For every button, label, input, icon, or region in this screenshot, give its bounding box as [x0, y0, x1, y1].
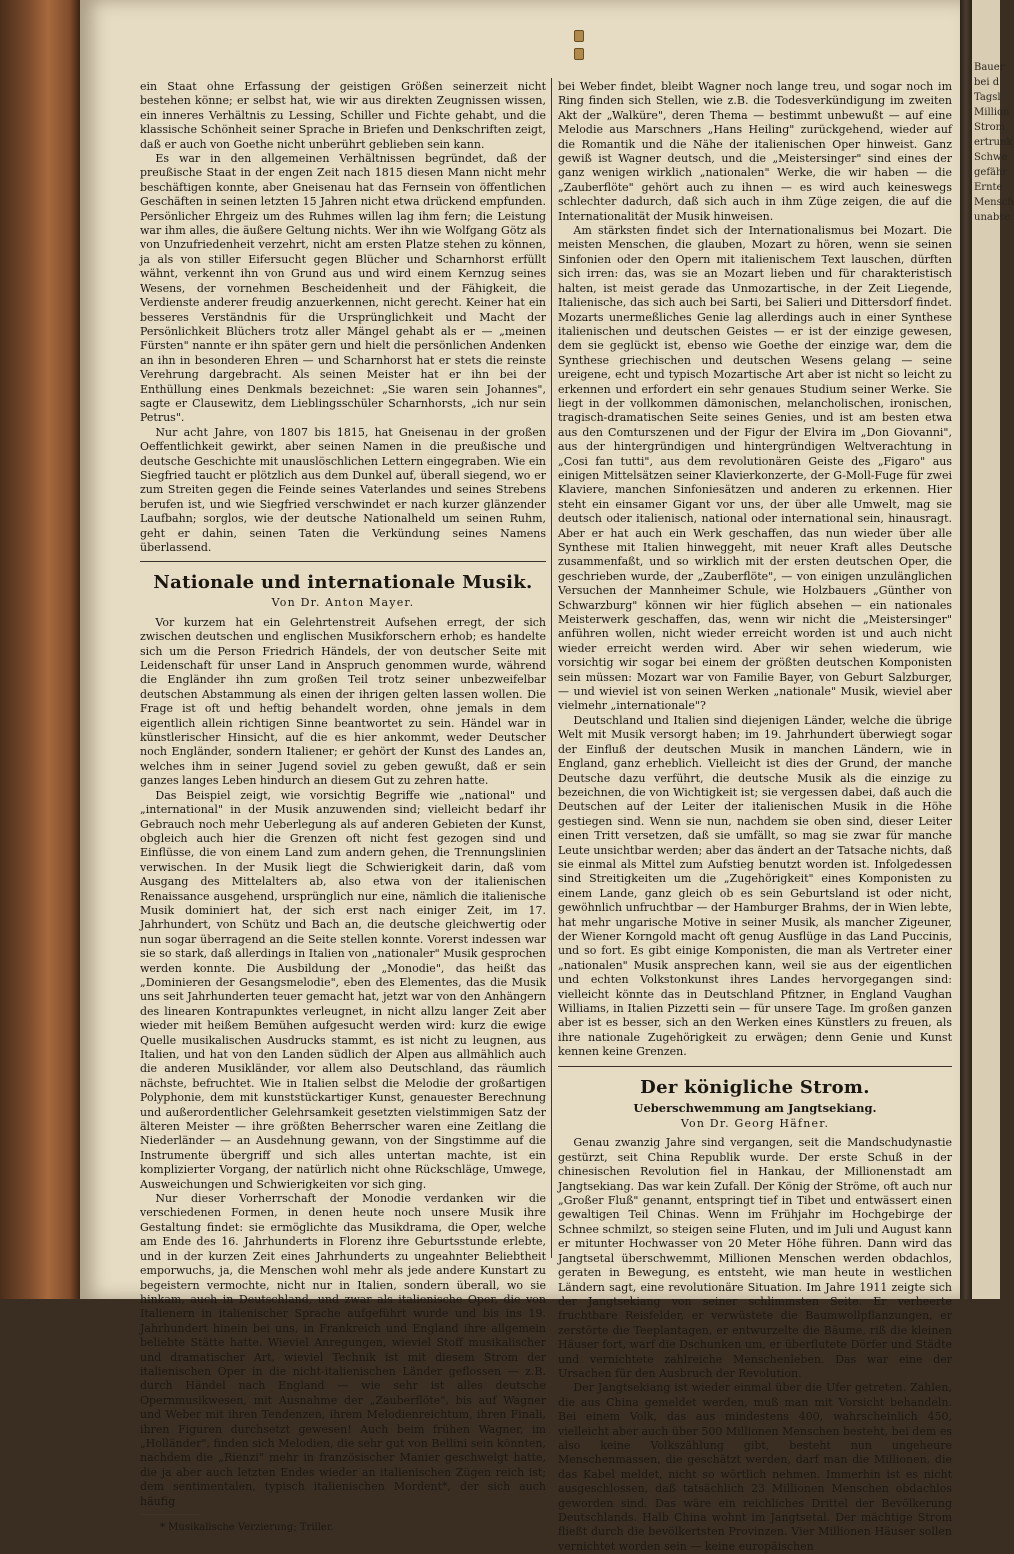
text-fragment: Million: [974, 107, 1010, 118]
article-title: Nationale und internationale Musik.: [153, 572, 533, 594]
article-title: Der königliche Strom.: [640, 1076, 870, 1098]
book-binding: [0, 0, 80, 1299]
paragraph: Der Jangtsekiang ist wieder einmal über die Ufer getreten. Zahlen, die aus China gemeldet werden, muß man mit Vorsicht behandeln. Bei einem Volk, das aus mindestens 400, wahrscheinlich 450, vielleicht aber auch über 500 Millionen Menschen besteht, bei dem es also keine Volkszählung gibt, besteht nun ungeheure Menschenmassen, die geschätzt werden, darf man die Millionen, die das Kabel meldet, nicht so wörtlich nehmen. Immerhin ist es nicht ausgeschlossen, daß tatsächlich 23 Millionen Menschen obdachlos geworden sind. Das wäre ein reichliches Drittel der Bevölkerung Deutschlands. Halb China wohnt im Jangtsetal. Der mächtige Strom fließt durch die bevölkertsten Provinzen. Vier Millionen Häuser sollen vernichtet worden sein — keine europäischen: [558, 1381, 952, 1553]
paragraph: Deutschland und Italien sind diejenigen Länder, welche die übrige Welt mit Musik versorgt haben; im 19. Jahrhundert überwiegt sogar der Einfluß der deutschen Musik in manchen Ländern, wie in England, ganz erheblich. Vielleicht ist dies der Grund, der manche Deutsche dazu verführt, die deutsche Musik als die einzige zu bezeichnen, die von Wichtigkeit ist; sie vergessen dabei, daß auch die Deutschen auf der Leiter der italienischen Musik in die Höhe gestiegen sind. Wenn sie nun, nachdem sie oben sind, dieser Leiter einen Tritt versetzen, daß sie umfällt, so mag sie zwar für manche Leute unsichtbar werden; aber das ändert an der Tatsache nichts, daß sie einmal als Mittel zum Aufstieg benutzt worden ist. Infolgedessen sind Streitigkeiten um die „Zugehörigkeit" eines Komponisten zu einem Lande, ganz gleich ob es sein Geburtsland ist oder nicht, gewöhnlich unfruchtbar — der Hamburger Brahms, der in Wien lebte, hat mehr ungarische Motive in seiner Musik, als mancher Zigeuner, der Wiener Korngold macht oft genug Ausflüge in das Land Puccinis, und so fort. Es gibt einige Komponisten, die man als Vertreter einer „nationalen" Musik ansprechen kann, weil sie aus der eigentlichen und echten Volkstonkunst ihres Landes hervorgegangen sind: vielleicht könnte das in Deutschland Pfitzner, in England Vaughan Williams, in Italien Pizzetti sein — für unsere Tage. Im großen ganzen aber ist es besser, sich an den Werken eines Künstlers zu freuen, als ihre nationale Zugehörigkeit zu erwägen; denn Genie und Kunst kennen keine Grenzen.: [558, 713, 952, 1059]
text-fragment: Schwe: [974, 152, 1008, 163]
text-fragment: Tagsl: [974, 92, 1001, 103]
section-divider: [558, 1066, 952, 1067]
article-author: Von Dr. Anton Mayer.: [271, 596, 415, 610]
adjacent-page-edge: [972, 0, 1014, 1299]
paragraph: Vor kurzem hat ein Gelehrtenstreit Aufsehen erregt, der sich zwischen deutschen und englischen Musikforschern erhob; es handelte sich um die Person Friedrich Händels, der von deutscher Seite mit Leidenschaft für unser Land in Anspruch genommen wurde, während die Engländer ihn zum großen Teil trotz seiner unbezweifelbar deutschen Abstammung als einen der ihrigen gelten lassen wollen. Die Frage ist oft und heftig behandelt worden, ohne jemals in dem eigentlich allein richtigen Sinne beantwortet zu sein. Händel war in künstlerischer Hinsicht, auf die es hier ankommt, weder Deutscher noch Engländer, sondern Italiener; er gehört der Kunst des Landes an, welches ihm in seiner Jugend soviel zu geben gewußt, daß er sein ganzes langes Leben hindurch an diesem Gut zu zehren hatte.: [140, 615, 546, 788]
staple-mark: [574, 30, 584, 42]
column-divider: [551, 78, 552, 1258]
text-fragment: Strom: [974, 122, 1006, 133]
text-fragment: unabse: [974, 212, 1011, 223]
footnote-divider: [140, 1514, 200, 1515]
paragraph: Nur dieser Vorherrschaft der Monodie verdanken wir die verschiedenen Formen, in denen heute noch unsere Musik ihre Gestaltung findet: sie ermöglichte das Musikdrama, die Oper, welche am Ende des 16. Jahrhunderts in Florenz ihre Geburtsstunde erlebte, und in der kurzen Zeit eines Jahrhunderts zu ungeahnter Beliebtheit emporwuchs, ja, die Menschen wohl mehr als jede andere Kunstart zu begeistern vermochte, nicht nur in Italien, sondern überall, wo sie hinkam, auch in Deutschland, und zwar als italienische Oper, die von Italienern in italienischer Sprache aufgeführt wurde und bis ins 19. Jahrhundert hinein bei uns, in Frankreich und England ihre allgemein beliebte Stätte hatte. Wieviel Anregungen, wieviel Stoff musikalischer und dramatischer Art, wieviel Technik ist mit diesem Strom der italienischen Oper in die nicht-italienischen Länder geflossen — z.B. durch Händel nach England — wie sehr ist alles deutsche Opernmusikwesen, mit Ausnahme der „Zauberflöte", bis auf Wagner und Weber mit ihren Tendenzen, ihrem Melodienreichtum, ihren Finali, ihren Figuren durchsetzt gewesen! Auch beim frühen Wagner, im „Holländer", finden sich Melodien, die sehr gut von Bellini sein könnten, nachdem die „Rienzi" mehr in französischer Manier geschwelgt hatte, die ja aber auch letzten Endes wieder an italienischen Zügen reich ist; dem sentimentalen, typisch italienischen Mordent*, der sich auch häufig: [140, 1192, 546, 1508]
paragraph: Genau zwanzig Jahre sind vergangen, seit die Mandschudynastie gestürzt, seit China Republik wurde. Der erste Schuß in der chinesischen Revolution fiel in Hankau, der Millionenstadt am Jangtsekiang. Das war kein Zufall. Der König der Ströme, oft auch nur „Großer Fluß" genannt, entspringt tief in Tibet und entwässert einen gewaltigen Teil Chinas. Wenn im Frühjahr im Hochgebirge der Schnee schmilzt, so steigen seine Fluten, und im Juli und August kann er mitunter Hochwasser von 20 Meter Höhe führen. Dann wird das Jangtsetal überschwemmt, Millionen Menschen werden obdachlos, geraten in Bewegung, es entsteht, wie man heute in westlichen Ländern sagt, eine revolutionäre Situation. Im Jahre 1911 zeigte sich der Jangtsekiang von seiner schlimmsten Seite. Er verheerte fruchtbare Reisfelder, er verwüstete die Baumwollpflanzungen, er zerstörte die Teeplantagen, er entwurzelte die Bäume, riß die kleinen Häuser fort, warf die Dschunken um, er überflutete Dörfer und Städte und vernichtete zahlreiche Menschenleben. Das war eine der Ursachen für den Ausbruch der Revolution.: [558, 1136, 952, 1380]
staple-mark: [574, 48, 584, 60]
article-subtitle: Ueberschwemmung am Jangtsekiang.: [633, 1100, 877, 1115]
newspaper-page: [80, 0, 960, 1553]
left-column: [140, 80, 546, 1533]
paragraph: ein Staat ohne Erfassung der geistigen Größen seinerzeit nicht bestehen könne; er selbst hat, wie wir aus direkten Zeugnissen wissen, ein inneres Verhältnis zu Lessing, Schiller und Fichte gehabt, und die klassische Schönheit seiner Sprache in Briefen und Denkschriften zeigt, daß er auch von Goethe nicht unberührt geblieben sein kann.: [140, 80, 546, 151]
paragraph: Es war in den allgemeinen Verhältnissen begründet, daß der preußische Staat in der engen Zeit nach 1815 diesen Mann nicht mehr beschäftigen konnte, aber Gneisenau hat das Fernsein von öffentlichen Geschäften in seinen letzten 15 Jahren nicht etwa drückend empfunden. Persönlicher Ehrgeiz um des Ruhmes willen lag ihm fern; die Leistung war ihm alles, die äußere Geltung nichts. Wer ihn wie Wolfgang Götz als von Unzufriedenheit verzehrt, nicht am ersten Platze stehen zu können, ja als von stiller Eifersucht gegen Blücher und Scharnhorst erfüllt wähnt, verkennt ihn von Grund aus und wird einem Kernzug seines Wesens, der vornehmen Bescheidenheit und der Fähigkeit, die Verdienste anderer freudig anzuerkennen, nicht gerecht. Keiner hat ein besseres Verständnis für die Ursprünglichkeit und Macht der Persönlichkeit Blüchers trotz aller Mängel gehabt als er — „meinen Fürsten" nannte er ihn später gern und hielt die persönlichen Andenken an ihn in besonderen Ehren — und Scharnhorst hat er stets die reinste Verehrung dargebracht. Als seinen Meister hat er ihn bei der Enthüllung eines Denkmals bezeichnet: „Sie waren sein Johannes", sagte er Clausewitz, dem Lieblingsschüler Scharnhorsts, „ich nur sein Petrus".: [140, 152, 546, 425]
article-author: Von Dr. Georg Häfner.: [680, 1117, 830, 1131]
footnote: * Musikalische Verzierung; Triller.: [160, 1522, 334, 1533]
right-column: [558, 80, 952, 1553]
text-fragment: Ernte: [974, 182, 1003, 193]
text-fragment: bei d: [974, 77, 1000, 88]
section-divider: [140, 561, 546, 562]
page-gutter: [960, 0, 972, 1299]
paragraph: Das Beispiel zeigt, wie vorsichtig Begriffe wie „national" und „international" in der Musik anzuwenden sind; vielleicht bedarf ihr Gebrauch noch mehr Ueberlegung als auf anderen Gebieten der Kunst, obgleich auch hier die Grenzen oft nicht fest gezogen sind und Einflüsse, die von einem Land zum andern gehen, die Trennungslinien verwischen. In der Musik liegt die Schwierigkeit darin, daß vom Ausgang des Mittelalters ab, also etwa von der italienischen Renaissance ausgehend, ursprünglich nur eine, nämlich die italienische Musik dominiert hat, der sich erst nach einiger Zeit, im 17. Jahrhundert, von Schütz und Bach an, die deutsche gleichwertig oder nun sogar überragend an die Seite stellen konnte. Vorerst indessen war sie so stark, daß allerdings in Italien von „nationaler" Musik gesprochen werden konnte. Die Ausbildung der „Monodie", das heißt das „Dominieren der Gesangsmelodie", eben des Elementes, das die Musik uns seit Jahrhunderten teuer gemacht hat, jetzt war von den Anhängern des linearen Kontrapunktes verleugnet, in nicht allzu langer Zeit aber wieder mit heißem Bemühen aufgesucht werden wird: kurz die ewige Quelle musikalischen Ausdrucks stammt, es ist nicht zu leugnen, aus Italien, und hat von den Landen südlich der Alpen aus allmählich auch die anderen Musikländer, vor allem also Deutschland, das räumlich nächste, befruchtet. Wie in Italien selbst die Melodie der großartigen Polyphonie, dem mit kunststückartiger Kunst, genauester Berechnung und außerordentlicher Gelehrsamkeit gesetzten vielstimmigen Satz der älteren Meister — ihre größten Beherrscher waren eine Zeitlang die Niederländer — an Ausdehnung gewann, von der Singstimme auf die Instrumente übergriff und sich alles untertan machte, ist ein komplizierter Vorgang, der natürlich nicht ohne Rückschläge, Umwege, Ausweichungen und Schwierigkeiten vor sich ging.: [140, 788, 546, 1191]
paragraph: Nur acht Jahre, von 1807 bis 1815, hat Gneisenau in der großen Oeffentlichkeit gewirkt, aber seinen Namen in die preußische und deutsche Geschichte mit unauslöschlichen Lettern eingegraben. Wie ein Siegfried taucht er plötzlich aus dem Dunkel auf, überall siegend, wo er zum Streiten gegen die Feinde seines Vaterlandes und seines Strebens berufen ist, und wie Siegfried verschwindet er nach kurzer glänzender Laufbahn; sorglos, wie der deutsche Nationalheld um seinen Ruhm, geht er dahin, seinen Taten die Verkündung seines Namens überlassend.: [140, 425, 546, 554]
paragraph: bei Weber findet, bleibt Wagner noch lange treu, und sogar noch im Ring finden sich Stellen, wie z.B. die Todesverkündigung im zweiten Akt der „Walküre", deren Thema — bestimmt unbewußt — auf eine Melodie aus Marschners „Hans Heiling" zurückgehend, wieder auf die Romantik und die Nähe der italienischen Oper hinweist. Ganz gewiß ist Wagner deutsch, und die „Meistersinger" sind eines der ganz wenigen wirklich „nationalen" Werke, die wir haben — die „Zauberflöte" gehört auch zu ihnen — es wird auch keineswegs schlechter dadurch, daß sich auch in ihm Züge zeigen, die auf die Internationalität der Musik hinweisen.: [558, 80, 952, 223]
text-fragment: Bauer: [974, 62, 1005, 73]
paragraph: Am stärksten findet sich der Internationalismus bei Mozart. Die meisten Menschen, die glauben, Mozart zu hören, wenn sie seinen Sinfonien oder den Opern mit italienischem Text lauschen, dürften sich irren: das, was sie an Mozart lieben und für charakteristisch halten, ist meist gerade das Unmozartische, in der Zeit Liegende, Italienische, das sich auch bei Sarti, bei Salieri und Dittersdorf findet. Mozarts unermeßliches Genie lag allerdings auch in einer Synthese italienischen und deutschen Geistes — er ist der einzige gewesen, dem sie geglückt ist, ebenso wie Goethe der einzige war, dem die Synthese griechischen und deutschen Wesens gelang — seine ureigene, echt und typisch Mozartische Art aber ist nicht so leicht zu erkennen und erfordert ein sehr genaues Studium seiner Werke. Sie liegt in der vollkommen dämonischen, melancholischen, ironischen, tragisch-dramatischen Seite seines Genies, und ist am besten etwa aus den Comturszenen und der Figur der Elvira im „Don Giovanni", aus der hintergründigen und hintergründigen Weltverachtung in „Cosi fan tutti", aus dem revolutionären Geiste des „Figaro" aus einigen Mittelsätzen seiner Klavierkonzerte, der G-Moll-Fuge für zwei Klaviere, manchen Sinfoniesätzen und anderen zu erkennen. Hier steht ein einsamer Gigant vor uns, der über alle Umwelt, mag sie deutsch oder italienisch, national oder international sein, hinausragt. Aber er hat auch ein Werk geschaffen, das nun wieder über alle Synthese mit Italien hinweggeht, mit neuer Kraft alles Deutsche zusammenfaßt, und so wirklich mit der ersten deutschen Oper, die geschrieben wurde, der „Zauberflöte", — von einigen unzulänglichen Versuchen der Mannheimer Schule, wie Holzbauers „Günther von Schwarzburg" können wir hier füglich absehen — ein nationales Meisterwerk geschaffen, das, wenn wir nicht die „Meistersinger" anführen wollen, nicht wieder erreicht worden ist und auch nicht wieder erreicht werden wird. Aber wir sehen wiederum, wie vorsichtig wir sogar bei einem der größten deutschen Komponisten sein müssen: Mozart war von Familie Bayer, von Geburt Salzburger, — und wieviel ist von seinen Werken „nationale" Musik, wieviel aber vielmehr „internationale"?: [558, 224, 952, 713]
text-fragment: Mensch: [974, 197, 1014, 208]
text-fragment: ertrunk: [974, 137, 1013, 148]
text-fragment: gefähr: [974, 167, 1008, 178]
